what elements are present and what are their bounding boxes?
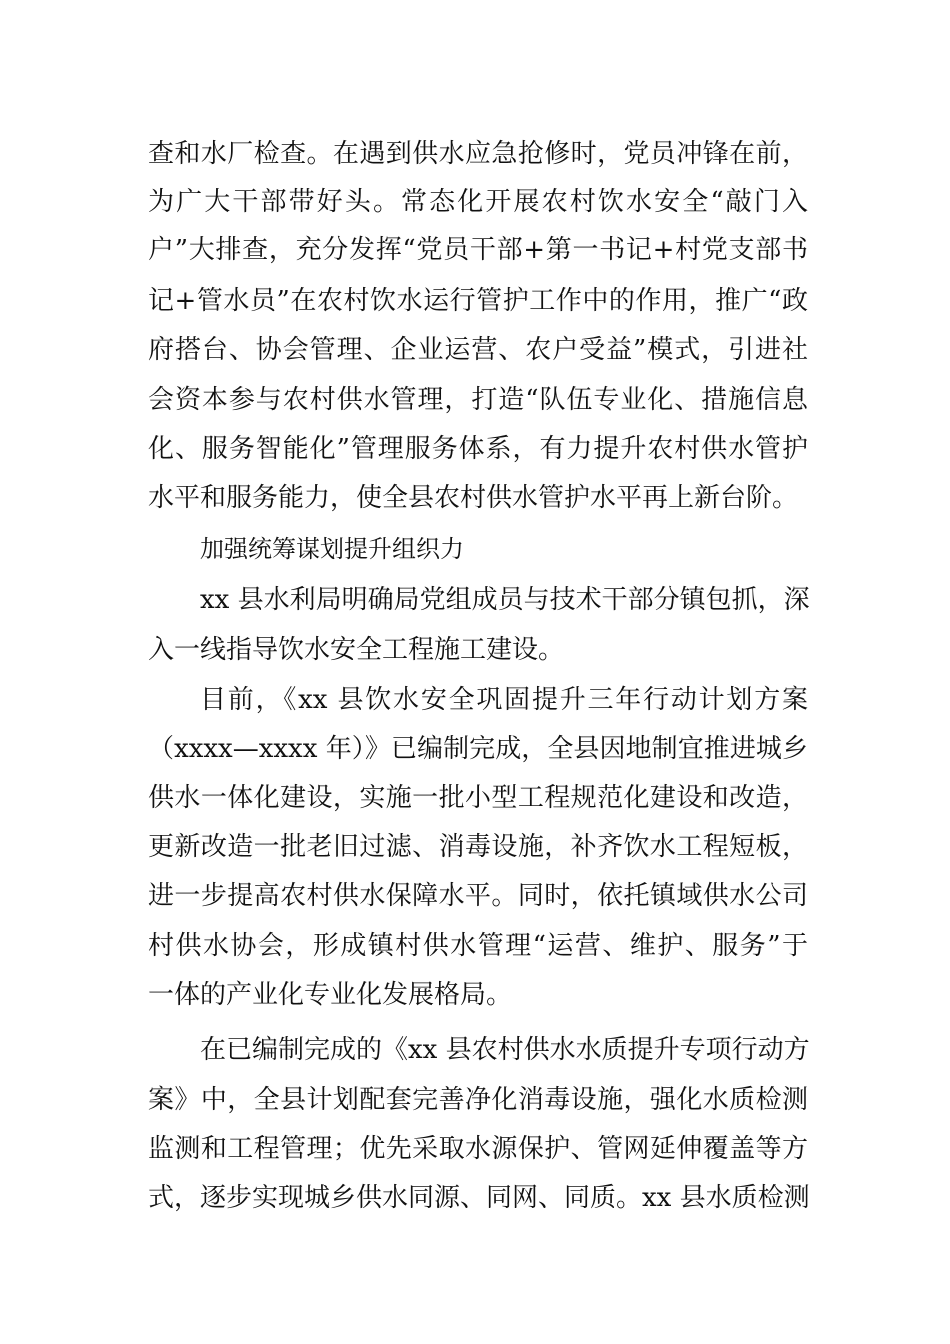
paragraph-line: 记+管水员”在农村饮水运行管护工作中的作用，推广“政 bbox=[148, 286, 808, 316]
paragraph-line: 供水一体化建设，实施一批小型工程规范化建设和改造， bbox=[148, 783, 808, 813]
paragraph-line: 在已编制完成的《xx 县农村供水水质提升专项行动方 bbox=[200, 1035, 810, 1065]
paragraph-line: 进一步提高农村供水保障水平。同时，依托镇域供水公司 bbox=[148, 881, 808, 911]
paragraph-line: 入一线指导饮水安全工程施工建设。 bbox=[148, 635, 565, 665]
paragraph-line: 案》中，全县计划配套完善净化消毒设施，强化水质检测 bbox=[148, 1085, 808, 1115]
paragraph-line: 水平和服务能力，使全县农村供水管护水平再上新台阶。 bbox=[148, 483, 799, 513]
paragraph-line: 更新改造一批老旧过滤、消毒设施，补齐饮水工程短板， bbox=[148, 832, 808, 862]
paragraph-line: 会资本参与农村供水管理，打造“队伍专业化、措施信息 bbox=[148, 385, 808, 415]
paragraph-line: 式，逐步实现城乡供水同源、同网、同质。xx 县水质检测 bbox=[148, 1183, 810, 1213]
paragraph-line: 村供水协会，形成镇村供水管理“运营、维护、服务”于 bbox=[148, 931, 808, 961]
paragraph-line: xx 县水利局明确局党组成员与技术干部分镇包抓，深 bbox=[200, 585, 810, 615]
paragraph-line: 目前，《xx 县饮水安全巩固提升三年行动计划方案 bbox=[200, 685, 808, 715]
paragraph-line: （xxxx—xxxx 年）》已编制完成，全县因地制宜推进城乡 bbox=[148, 734, 808, 764]
paragraph-line: 为广大干部带好头。常态化开展农村饮水安全“敲门入 bbox=[148, 187, 808, 217]
section-heading: 加强统筹谋划提升组织力 bbox=[200, 535, 464, 563]
paragraph-line: 查和水厂检查。在遇到供水应急抢修时，党员冲锋在前， bbox=[148, 139, 808, 169]
paragraph-line: 监测和工程管理；优先采取水源保护、管网延伸覆盖等方 bbox=[148, 1134, 808, 1164]
paragraph-line: 户”大排查，充分发挥“党员干部+第一书记+村党支部书 bbox=[148, 235, 808, 265]
paragraph-line: 化、服务智能化”管理服务体系，有力提升农村供水管护 bbox=[148, 434, 808, 464]
paragraph-line: 府搭台、协会管理、企业运营、农户受益”模式，引进社 bbox=[148, 335, 808, 365]
paragraph-line: 一体的产业化专业化发展格局。 bbox=[148, 980, 513, 1010]
